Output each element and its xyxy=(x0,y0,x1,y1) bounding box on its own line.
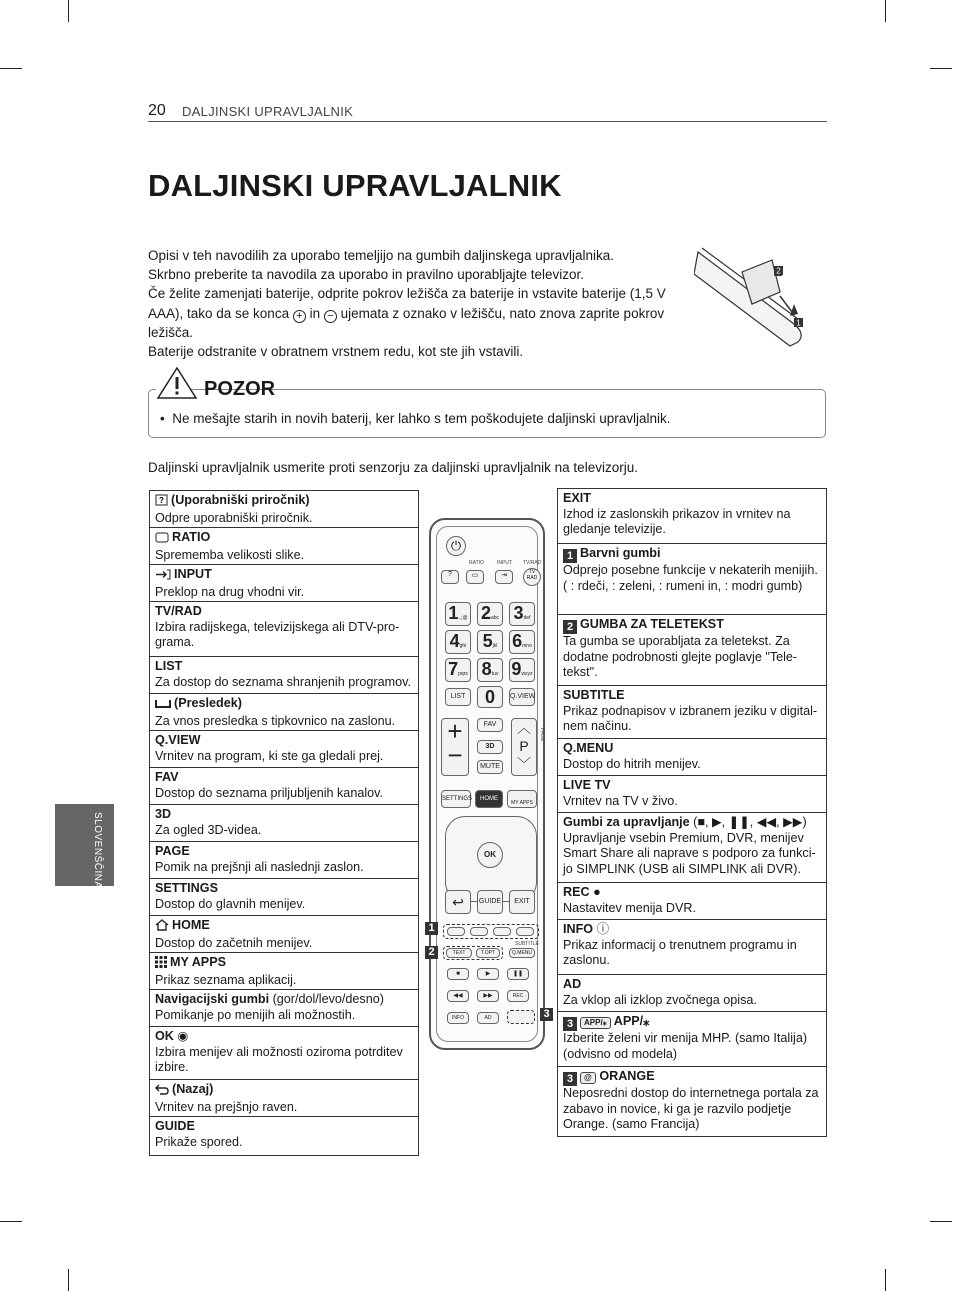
number-key xyxy=(477,602,503,626)
function-title xyxy=(155,604,414,620)
remote-label: SUBTITLE xyxy=(515,941,539,947)
function-name: Gumbi za upravljanje xyxy=(563,815,690,829)
function-description: Dostop do glavnih menijev. xyxy=(155,896,306,911)
power-icon: ⏻ xyxy=(446,536,466,556)
function-row xyxy=(150,805,418,842)
function-title xyxy=(563,1069,822,1086)
function-name: APP/⁎ xyxy=(613,1014,650,1028)
function-description: Izberite želeni vir menija MHP. (samo Italija) (odvisno od modela) xyxy=(563,1031,808,1061)
topt-key: T.OPT xyxy=(476,948,500,958)
function-description: Odpre uporabniški priročnik. xyxy=(155,510,313,525)
function-name: REC xyxy=(563,885,590,899)
function-name: INPUT xyxy=(174,567,212,581)
number-key xyxy=(509,602,535,626)
callout-badge: 2 xyxy=(563,620,577,634)
number-key xyxy=(509,630,535,654)
info-key: INFO xyxy=(447,1012,469,1024)
function-row xyxy=(558,686,826,739)
function-description: Izbira radijskega, televizijskega ali DTV-pro-grama. xyxy=(155,619,400,650)
function-row xyxy=(150,842,418,879)
crop-mark xyxy=(68,1269,69,1291)
callout-badge: 1 xyxy=(425,922,438,935)
function-title xyxy=(563,1014,822,1031)
function-description: Dostop do seznama priljubljenih kanalov. xyxy=(155,785,383,800)
number-key xyxy=(445,602,471,626)
caution-label: POZOR xyxy=(204,378,276,400)
function-description: Vrnitev na prejšnjo raven. xyxy=(155,1099,298,1114)
function-name-extra: (■, ▶, ❚❚, ◀◀, ▶▶) xyxy=(689,815,807,829)
guide-key: GUIDE xyxy=(477,890,503,914)
bullet: • xyxy=(160,411,165,426)
function-title xyxy=(155,918,414,936)
intro-text: AAA), tako da se konca xyxy=(148,305,290,321)
function-description: Vrnitev na TV v živo. xyxy=(563,793,678,808)
fav-key: FAV xyxy=(477,718,503,732)
minus-icon: − xyxy=(324,310,337,323)
function-title xyxy=(155,955,414,973)
rec-key: REC xyxy=(507,990,529,1002)
stop-icon: ■ xyxy=(447,968,469,980)
qview-key: Q.VIEW xyxy=(509,688,535,706)
function-name: Navigacijski gumbi xyxy=(155,992,270,1006)
number-digit: 7 xyxy=(448,659,459,679)
function-name: Q.MENU xyxy=(563,741,614,755)
function-row xyxy=(150,657,418,694)
play-icon: ▶ xyxy=(477,968,499,980)
function-description: Preklop na drug vhodni vir. xyxy=(155,584,305,599)
3d-key: 3D xyxy=(477,740,503,754)
ad-key: AD xyxy=(477,1012,499,1024)
function-title xyxy=(563,617,822,634)
function-row xyxy=(150,694,418,731)
function-description: Za vnos presledka s tipkovnico na zaslonu. xyxy=(155,713,396,728)
callout-badge: 1 xyxy=(563,549,577,563)
function-title xyxy=(155,696,414,714)
page-number: 20 xyxy=(148,102,166,119)
mute-key: MUTE xyxy=(477,760,503,774)
function-name-extra: (gor/dol/levo/desno) xyxy=(269,992,384,1006)
function-row xyxy=(150,602,418,657)
function-name: (Nazaj) xyxy=(172,1082,214,1096)
function-description: Pomikanje po menijih ali možnostih. xyxy=(155,1007,356,1022)
function-name: GUIDE xyxy=(155,1119,195,1133)
ok-key: OK xyxy=(477,842,503,868)
function-row xyxy=(558,776,826,813)
function-row xyxy=(150,1027,418,1080)
intro-line: Če želite zamenjati baterije, odprite pokrov ležišča za baterije in vstavite baterije (1,5 V xyxy=(148,286,666,302)
manual-icon: ? xyxy=(441,570,459,584)
function-title xyxy=(563,885,822,901)
function-title xyxy=(563,815,822,831)
function-description: Prikaz seznama aplikacij. xyxy=(155,972,297,987)
function-description: Za ogled 3D-videa. xyxy=(155,822,262,837)
function-row xyxy=(150,768,418,805)
crop-mark xyxy=(0,68,22,69)
function-description: Neposredni dostop do internetnega portala za zabavo in novice, ki ga je razvilo podjetje Orange. (samo Francija) xyxy=(563,1086,819,1132)
grid-icon xyxy=(155,956,167,973)
settings-key: SETTINGS xyxy=(441,790,471,808)
function-row xyxy=(150,1117,418,1154)
function-row xyxy=(150,916,418,953)
function-description: Sprememba velikosti slike. xyxy=(155,547,305,562)
function-name: (Presledek) xyxy=(174,696,242,710)
intro-text: ujemata z oznako v ležišču, nato znova zaprite pokrov xyxy=(340,305,665,321)
function-row xyxy=(558,813,826,883)
function-row xyxy=(150,990,418,1027)
tv-rad-icon: TV RAD xyxy=(523,568,541,586)
warning-triangle-icon xyxy=(156,366,198,400)
page-p-label: P xyxy=(519,738,529,754)
ratio-icon: ▭ xyxy=(466,570,484,584)
function-name: 3D xyxy=(155,807,172,821)
function-title xyxy=(155,807,414,823)
number-letters: jkl xyxy=(492,643,498,649)
callout-number: 1 xyxy=(796,318,801,328)
function-name: Barvni gumbi xyxy=(580,546,661,560)
crop-mark xyxy=(930,1221,952,1222)
function-name: GUMBA ZA TELETEKST xyxy=(580,617,724,631)
volume-rocker-icon: + − xyxy=(441,718,469,776)
intro-line: Opisi v teh navodilih za uporabo temeljijo na gumbih daljinskega upravljalnika. xyxy=(148,248,615,263)
number-digit: 1 xyxy=(448,603,459,623)
battery-cover-illustration xyxy=(694,246,812,348)
caution-item xyxy=(160,411,671,426)
app-orange-key xyxy=(507,1010,535,1024)
function-name: INFO xyxy=(563,922,594,936)
language-side-tab xyxy=(55,804,114,889)
red-button xyxy=(447,927,465,936)
function-description: Nastavitev menija DVR. xyxy=(563,900,696,915)
function-title xyxy=(563,546,822,563)
text-key: TEXT xyxy=(446,948,472,958)
function-row xyxy=(558,1012,826,1067)
exit-key: EXIT xyxy=(509,890,535,914)
input-icon: ⇥ xyxy=(495,570,513,584)
function-name: LIVE TV xyxy=(563,778,611,792)
svg-text:?: ? xyxy=(159,496,164,505)
callout-badge: 2 xyxy=(425,946,438,959)
function-row xyxy=(558,883,826,920)
function-name: MY APPS xyxy=(170,955,226,969)
crop-mark xyxy=(68,0,69,22)
caution-heading xyxy=(156,366,276,402)
blue-button xyxy=(516,927,534,936)
number-digit: 6 xyxy=(512,631,523,651)
number-key xyxy=(445,658,471,682)
home-icon xyxy=(155,919,169,936)
function-title xyxy=(155,1119,414,1135)
number-letters: abc xyxy=(490,615,500,621)
function-row xyxy=(150,879,418,916)
function-description: Za vklop ali izklop zvočnega opisa. xyxy=(563,992,757,1007)
function-row xyxy=(558,739,826,776)
function-title xyxy=(155,493,414,511)
crop-mark xyxy=(0,1221,22,1222)
number-letters: mno xyxy=(522,643,532,649)
language-label: SLOVENŠČINA xyxy=(92,812,103,889)
plus-icon: + xyxy=(293,310,306,323)
remote-control-illustration xyxy=(429,518,545,1050)
intro-line xyxy=(148,304,700,323)
function-description: Izbira menijev ali možnosti oziroma potrditev izbire. xyxy=(155,1044,403,1075)
function-row xyxy=(150,1080,418,1117)
function-row xyxy=(558,489,826,544)
function-title xyxy=(155,567,414,585)
number-digit: 8 xyxy=(481,659,492,679)
intro-text: in xyxy=(309,305,321,321)
number-key xyxy=(477,658,503,682)
callout-number: 2 xyxy=(776,266,781,276)
remote-label: PAGE xyxy=(539,728,545,742)
intro-line: ležišča. xyxy=(148,324,194,340)
callout-badge: 3 xyxy=(563,1017,577,1031)
intro-paragraph xyxy=(148,246,700,361)
number-letters: tuv xyxy=(491,671,499,677)
function-title xyxy=(155,881,414,897)
function-description: Dostop do začetnih menijev. xyxy=(155,935,313,950)
number-letters: .,;@ xyxy=(458,615,468,621)
aim-instruction: Daljinski upravljalnik usmerite proti senzorju za daljinski upravljalnik na televizorju. xyxy=(148,460,638,475)
function-name: (Uporabniški priročnik) xyxy=(171,493,310,507)
number-key xyxy=(477,630,503,654)
remote-label: INPUT xyxy=(497,560,512,566)
function-title xyxy=(563,778,822,794)
caution-text: Ne mešajte starih in novih baterij, ker lahko s tem poškodujete daljinski upravljalnik. xyxy=(172,411,671,426)
function-title xyxy=(563,922,822,938)
function-description: Prikaže spored. xyxy=(155,1134,243,1149)
manual-icon xyxy=(155,494,168,511)
crop-mark xyxy=(930,68,952,69)
rewind-icon: ◀◀ xyxy=(447,990,469,1002)
remote-label: TV/RAD xyxy=(523,560,542,566)
function-name: TV/RAD xyxy=(155,604,202,618)
function-title xyxy=(155,992,414,1008)
number-letters: def xyxy=(523,615,531,621)
number-letters: wxyz xyxy=(521,671,533,677)
function-name-extra: ◉ xyxy=(173,1029,189,1043)
function-description: Odprejo posebne funkcije v nekaterih menijih. ( : rdeči, : zeleni, : rumeni in, : modri gumb) xyxy=(563,563,818,593)
function-title xyxy=(155,659,414,675)
callout-badge: 3 xyxy=(540,1008,553,1021)
function-description: Izhod iz zaslonskih prikazov in vrnitev na gledanje televizije. xyxy=(563,506,791,537)
green-button xyxy=(470,927,488,936)
function-name-extra: ⓘ xyxy=(593,922,610,936)
function-name: EXIT xyxy=(563,491,591,505)
function-row xyxy=(150,491,418,528)
intro-line: Skrbno preberite ta navodila za uporabo in pravilno uporabljajte televizor. xyxy=(148,267,585,283)
function-name: SUBTITLE xyxy=(563,688,625,702)
ratio-icon xyxy=(155,532,169,548)
function-title xyxy=(563,491,822,507)
right-function-table xyxy=(557,488,827,1137)
page-rocker-icon: ︿ P ﹀ xyxy=(511,718,537,776)
page-header xyxy=(148,100,827,122)
function-title xyxy=(563,741,822,757)
function-title xyxy=(155,1029,414,1045)
function-title xyxy=(155,770,414,786)
function-name: SETTINGS xyxy=(155,881,218,895)
function-title xyxy=(155,733,414,749)
intro-line: Baterije odstranite v obratnem vrstnem redu, kot ste jih vstavili. xyxy=(148,344,524,360)
pause-icon: ❚❚ xyxy=(507,968,529,980)
space-icon xyxy=(155,698,171,714)
function-title xyxy=(563,688,822,704)
running-title: DALJINSKI UPRAVLJALNIK xyxy=(182,104,354,119)
input-icon xyxy=(155,569,171,585)
function-row xyxy=(150,953,418,990)
function-description: Dostop do hitrih menijev. xyxy=(563,756,701,771)
function-description: Vrnitev na program, ki ste ga gledali prej. xyxy=(155,748,384,763)
function-title xyxy=(155,1082,414,1100)
callout-badge: 3 xyxy=(563,1072,577,1086)
function-description: Prikaz podnapisov v izbranem jeziku v digital-nem načinu. xyxy=(563,703,818,734)
number-key xyxy=(509,658,535,682)
number-digit: 4 xyxy=(449,631,460,651)
function-description: Prikaz informacij o trenutnem programu in zaslonu. xyxy=(563,937,797,968)
function-title xyxy=(155,844,414,860)
function-name: ORANGE xyxy=(599,1069,655,1083)
number-digit: 9 xyxy=(511,659,522,679)
number-key xyxy=(445,630,471,654)
function-row xyxy=(150,565,418,602)
function-name-extra: ● xyxy=(589,885,601,899)
number-digit: 2 xyxy=(480,603,491,623)
zero-key: 0 xyxy=(477,686,503,708)
function-title xyxy=(563,977,822,993)
function-name: LIST xyxy=(155,659,183,673)
function-row xyxy=(150,731,418,768)
function-row xyxy=(558,920,826,975)
number-letters: pqrs xyxy=(458,671,468,677)
crop-mark xyxy=(885,1269,886,1291)
left-function-table xyxy=(149,490,419,1156)
function-description: Upravljanje vsebin Premium, DVR, menijev Smart Share ali naprave s podporo za funkci-jo SIMPLINK (USB ali SIMPLINK ali DVR). xyxy=(563,830,816,876)
function-row xyxy=(558,544,826,615)
function-row xyxy=(558,1067,826,1138)
function-name: FAV xyxy=(155,770,179,784)
function-name: AD xyxy=(563,977,582,991)
list-key: LIST xyxy=(445,688,471,706)
fast-forward-icon: ▶▶ xyxy=(477,990,499,1002)
function-name: RATIO xyxy=(172,530,211,544)
function-description: Za dostop do seznama shranjenih programov. xyxy=(155,674,411,689)
function-description: Pomik na prejšnji ali naslednji zaslon. xyxy=(155,859,364,874)
number-digit: 5 xyxy=(482,631,493,651)
page-title: DALJINSKI UPRAVLJALNIK xyxy=(148,168,562,203)
function-name: PAGE xyxy=(155,844,190,858)
function-name: OK xyxy=(155,1029,174,1043)
yellow-button xyxy=(493,927,511,936)
function-name: Q.VIEW xyxy=(155,733,201,747)
function-row xyxy=(558,975,826,1012)
back-icon: ↩ xyxy=(445,890,471,914)
back-icon xyxy=(155,1084,169,1100)
number-letters: ghi xyxy=(459,643,467,649)
key-glyph: @ xyxy=(580,1072,596,1084)
function-title xyxy=(155,530,414,548)
crop-mark xyxy=(885,0,886,22)
number-digit: 3 xyxy=(513,603,524,623)
function-row xyxy=(150,528,418,565)
remote-label: RATIO xyxy=(469,560,484,566)
function-name: HOME xyxy=(172,918,210,932)
key-glyph: APP/⁎ xyxy=(580,1017,611,1029)
myapps-key: MY APPS xyxy=(507,790,537,808)
home-key: HOME xyxy=(475,790,503,808)
qmenu-key: Q.MENU xyxy=(509,948,535,958)
function-row xyxy=(558,615,826,686)
function-description: Ta gumba se uporabljata za teletekst. Za dodatne podrobnosti glejte poglavje "Tele-tekst". xyxy=(563,634,798,680)
